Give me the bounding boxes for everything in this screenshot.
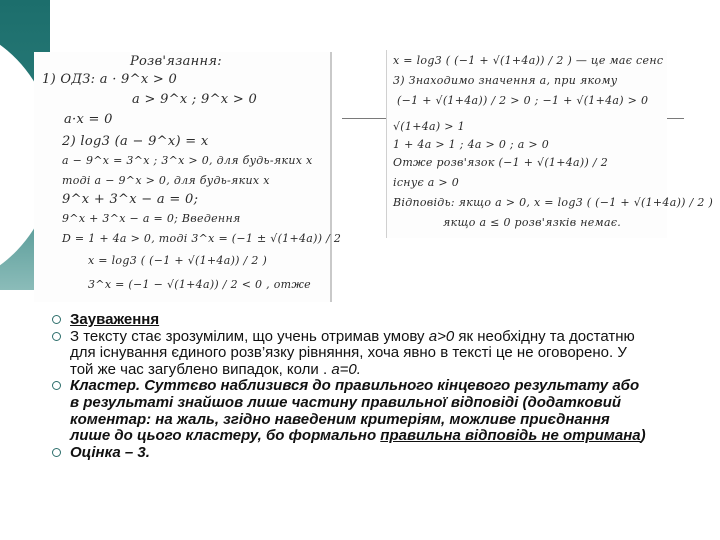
handwritten-line: якщо a ≤ 0 розв'язків немає. [443, 216, 622, 229]
bullet-icon [52, 332, 61, 341]
notes-heading: Зауваження [70, 311, 160, 328]
handwritten-line: a > 9^x ; 9^x > 0 [132, 92, 258, 107]
note-text: З тексту стає зрозумілим, що учень отримав умову [70, 327, 429, 345]
condition-text: a>0 [428, 327, 455, 345]
list-item [52, 312, 652, 329]
handwritten-line: x = log3 ( (−1 + √(1+4a)) / 2 ) [88, 254, 268, 267]
handwritten-line: 3) Знаходимо значення a, при якому [393, 74, 618, 87]
handwritten-line: a − 9^x = 3^x ; 3^x > 0, для будь-яких x [62, 154, 313, 167]
handwritten-line: 2) log3 (a − 9^x) = x [62, 134, 209, 149]
handwritten-line: тоді a − 9^x > 0, для будь-яких x [62, 174, 270, 187]
handwritten-line: Отже розв'язок (−1 + √(1+4a)) / 2 [393, 156, 608, 169]
list-item [52, 378, 652, 444]
cluster-text-end: ) [640, 427, 646, 445]
handwritten-solution-image-right [386, 50, 714, 238]
separator-line [342, 118, 390, 119]
notes-list [52, 312, 652, 461]
cluster-emphasis: правильна відповідь не отримана [380, 427, 641, 445]
handwritten-line: 9^x + 3^x − a = 0; [62, 192, 199, 207]
cluster-text: Кластер. Суттєво наблизився до правильного кінцевого результату або в результаті знайшов лише частину правильної відповіді (додатковий коментар: на жаль, згідно наведеним критеріям, можливе приєднання лише до цього кластеру, бо формально [70, 377, 640, 445]
list-item [52, 445, 652, 462]
case-text: a=0. [331, 360, 361, 378]
handwritten-line: a·x = 0 [64, 112, 113, 127]
bullet-icon [52, 315, 61, 324]
handwritten-solution-image-left [34, 52, 342, 302]
handwritten-line: D = 1 + 4a > 0, тоді 3^x = (−1 ± √(1+4a)) / 2 [62, 232, 342, 245]
list-item [52, 329, 652, 379]
handwritten-line: Відповідь: якщо a > 0, x = log3 ( (−1 + √(1+4a)) / 2 ) [393, 196, 714, 209]
separator-line [664, 118, 684, 119]
handwritten-line: √(1+4a) > 1 [393, 120, 465, 133]
bullet-icon [52, 448, 61, 457]
handwritten-line: 9^x + 3^x − a = 0; Введення [62, 212, 241, 225]
handwritten-line: 3^x = (−1 − √(1+4a)) / 2 < 0 , отже [88, 278, 311, 291]
note-text: як необхідну та достатню для існування єдиного розв’язку рівняння, хоча явно в тексті це не оговорено. У той же час загублено випадок, коли . [70, 327, 635, 378]
handwritten-line: x = log3 ( (−1 + √(1+4a)) / 2 ) — це має сенс [393, 54, 664, 67]
bullet-icon [52, 381, 61, 390]
handwritten-line: Розв'язання: [130, 54, 222, 69]
handwritten-line: 1 + 4a > 1 ; 4a > 0 ; a > 0 [393, 138, 550, 151]
handwritten-line: 1) ОДЗ: a · 9^x > 0 [42, 72, 178, 87]
handwritten-line: (−1 + √(1+4a)) / 2 > 0 ; −1 + √(1+4a) > 0 [397, 94, 649, 107]
grade-text: Оцінка – 3. [70, 443, 150, 461]
handwritten-line: існує a > 0 [393, 176, 460, 189]
